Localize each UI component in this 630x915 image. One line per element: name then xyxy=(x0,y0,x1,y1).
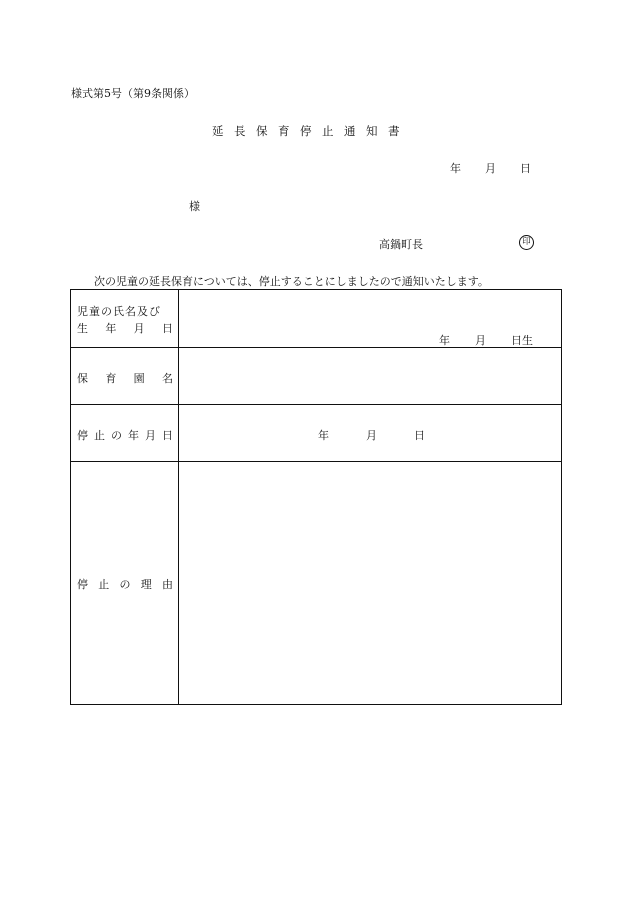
label-char: 由 xyxy=(162,578,173,591)
child-name-label: 児童の氏名及び xyxy=(77,305,161,318)
column-divider xyxy=(178,290,179,704)
label-char: 日 xyxy=(162,429,173,442)
suspension-date-label xyxy=(77,427,173,443)
suspension-month-unit: 月 xyxy=(366,429,377,442)
document-title: 延長保育停止通知書 xyxy=(212,124,410,138)
label-char: 生 xyxy=(77,322,88,335)
suspension-day-unit: 日 xyxy=(414,429,425,442)
birth-year-unit: 年 xyxy=(439,334,450,347)
birth-day-unit: 日生 xyxy=(511,334,533,347)
label-char: 育 xyxy=(105,372,117,385)
notice-body-text: 次の児童の延長保育については、停止することにしましたので通知いたします。 xyxy=(94,275,489,288)
label-char: 月 xyxy=(133,322,145,335)
row-divider xyxy=(71,404,561,405)
form-number: 様式第5号（第9条関係） xyxy=(71,87,195,100)
label-char: 止 xyxy=(98,578,110,591)
label-char: 保 xyxy=(77,372,88,385)
row-divider xyxy=(71,347,561,348)
suspension-reason-label xyxy=(77,576,173,592)
sender-name: 高鍋町長 xyxy=(379,238,423,251)
row-divider xyxy=(71,461,561,462)
label-char: 停 xyxy=(77,429,88,442)
label-char: 止 xyxy=(94,429,105,442)
label-char: 日 xyxy=(161,322,173,335)
label-char: 理 xyxy=(140,578,152,591)
label-char: 停 xyxy=(77,578,88,591)
issue-date-month: 月 xyxy=(485,162,496,175)
birthdate-label xyxy=(77,320,173,336)
seal-mark: 印 xyxy=(519,235,534,250)
birth-month-unit: 月 xyxy=(475,334,486,347)
label-char: の xyxy=(111,429,122,442)
child-name-birthdate-label xyxy=(77,303,173,336)
label-char: 年 xyxy=(105,322,117,335)
nursery-name-label xyxy=(77,370,173,386)
label-char: 園 xyxy=(133,372,145,385)
issue-date xyxy=(450,160,531,176)
label-char: 月 xyxy=(145,429,156,442)
label-char: 名 xyxy=(161,372,173,385)
notice-form-table xyxy=(70,289,562,705)
label-char: 年 xyxy=(128,429,139,442)
addressee-suffix: 様 xyxy=(189,200,200,213)
issue-date-year: 年 xyxy=(450,162,461,175)
issue-date-day: 日 xyxy=(520,162,531,175)
label-char: の xyxy=(119,578,131,591)
suspension-year-unit: 年 xyxy=(318,429,329,442)
